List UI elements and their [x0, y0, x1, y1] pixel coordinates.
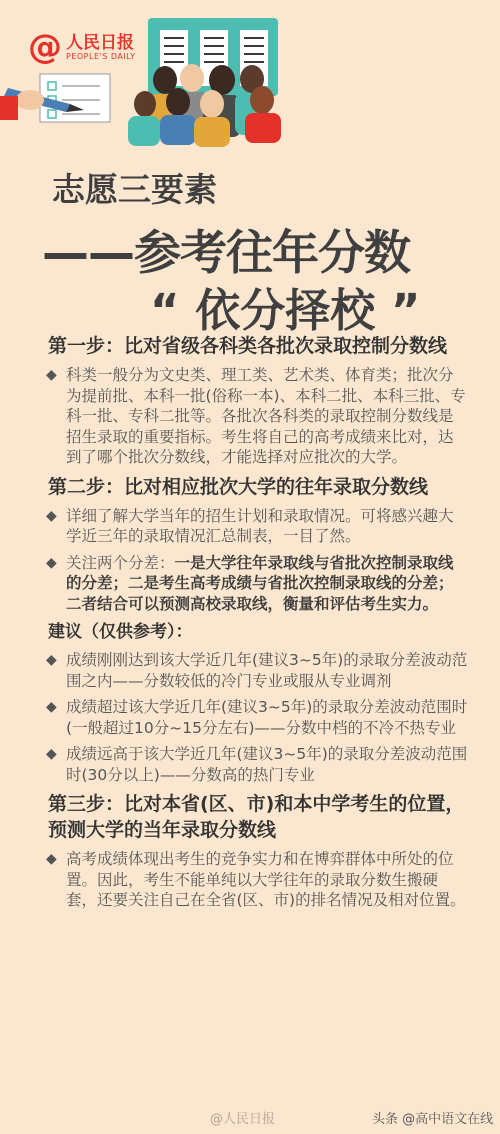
diamond-bullet-icon: ◆	[46, 699, 57, 715]
step1-paragraph	[48, 365, 468, 468]
diamond-bullet-icon: ◆	[46, 652, 57, 668]
advice-item	[48, 697, 468, 738]
weibo-watermark: @人民日报	[210, 1112, 276, 1127]
hero-illustration	[0, 0, 500, 150]
advice-title: 建议（仅供参考）：	[48, 622, 193, 642]
checklist-icon	[40, 74, 110, 122]
diamond-bullet-icon: ◆	[46, 507, 57, 524]
people-daily-logo	[28, 27, 136, 67]
logo-text	[66, 30, 135, 62]
headline-line3: “ 依分择校 ”	[150, 284, 421, 337]
step2-text-2-bold: 一是大学往年录取线与省批次控制录取线的分差；二是考生高考成绩与省批次控制录取线的分差；二者结合可以预测高校录取线，衡量和评估考生实力。	[66, 553, 454, 613]
advice-item-text: 成绩远高于该大学近几年(建议3~5年)的录取分差波动范围时(30分以上)——分数高的热门专业	[66, 745, 468, 784]
advice-item	[48, 650, 468, 691]
step2-title: 第二步：比对相应批次大学的往年录取分数线	[48, 475, 429, 498]
step2-paragraph-2	[48, 553, 468, 615]
step1-text: 科类一般分为文史类、理工类、艺术类、体育类；批次分为提前批、本科一批(俗称一本)、本科二批、本科三批、专科一批、专科二批等。各批次各科类的录取控制分数线是招生录取的重要指标。考生将自己的高考成绩来比对，达到了哪个批次分数线，才能选择对应批次的大学。	[66, 366, 466, 466]
diamond-bullet-icon: ◆	[46, 746, 57, 762]
article-body	[48, 333, 468, 911]
step2-text-2-lead: 关注两个分差：	[66, 553, 175, 572]
headline-line1: 志愿三要素	[52, 170, 217, 209]
logo-at-sign: @	[28, 27, 62, 67]
step3-text: 高考成绩体现出考生的竞争实力和在博弈群体中所处的位置。因此，考生不能单纯以大学往年的录取分数生搬硬套，还要关注自己在全省(区、市)的排名情况及相对位置。	[66, 850, 466, 909]
step3-paragraph	[48, 849, 468, 911]
footer	[0, 1100, 500, 1134]
toutiao-watermark: 头条 @高中语文在线	[372, 1112, 494, 1127]
step3-title: 第三步：比对本省(区、市)和本中学考生的位置，预测大学的当年录取分数线	[48, 793, 465, 841]
logo-chinese-name: 人民日报	[66, 33, 134, 53]
advice-item-text: 成绩超过该大学近几年(建议3~5年)的录取分差波动范围时(一般超过10分~15分左右)——分数中档的不冷不热专业	[66, 698, 468, 737]
step1-title: 第一步：比对省级各科类各批次录取控制分数线	[48, 335, 448, 357]
advice-item	[48, 744, 468, 785]
step2-text-1: 详细了解大学当年的招生计划和录取情况。可将感兴趣大学近三年的录取情况汇总制表，一目了然。	[66, 506, 454, 545]
advice-item-text: 成绩刚刚达到该大学近几年(建议3~5年)的录取分差波动范围之内——分数较低的冷门专业或服从专业调剂	[66, 651, 468, 690]
voting-crowd-illustration	[0, 0, 500, 150]
step2-paragraph-1	[48, 506, 468, 547]
diamond-bullet-icon: ◆	[46, 554, 57, 571]
headline-line2: ——参考往年分数	[42, 226, 410, 281]
diamond-bullet-icon: ◆	[46, 367, 57, 383]
diamond-bullet-icon: ◆	[46, 851, 57, 867]
logo-english-name: PEOPLE'S DAILY	[66, 52, 136, 61]
